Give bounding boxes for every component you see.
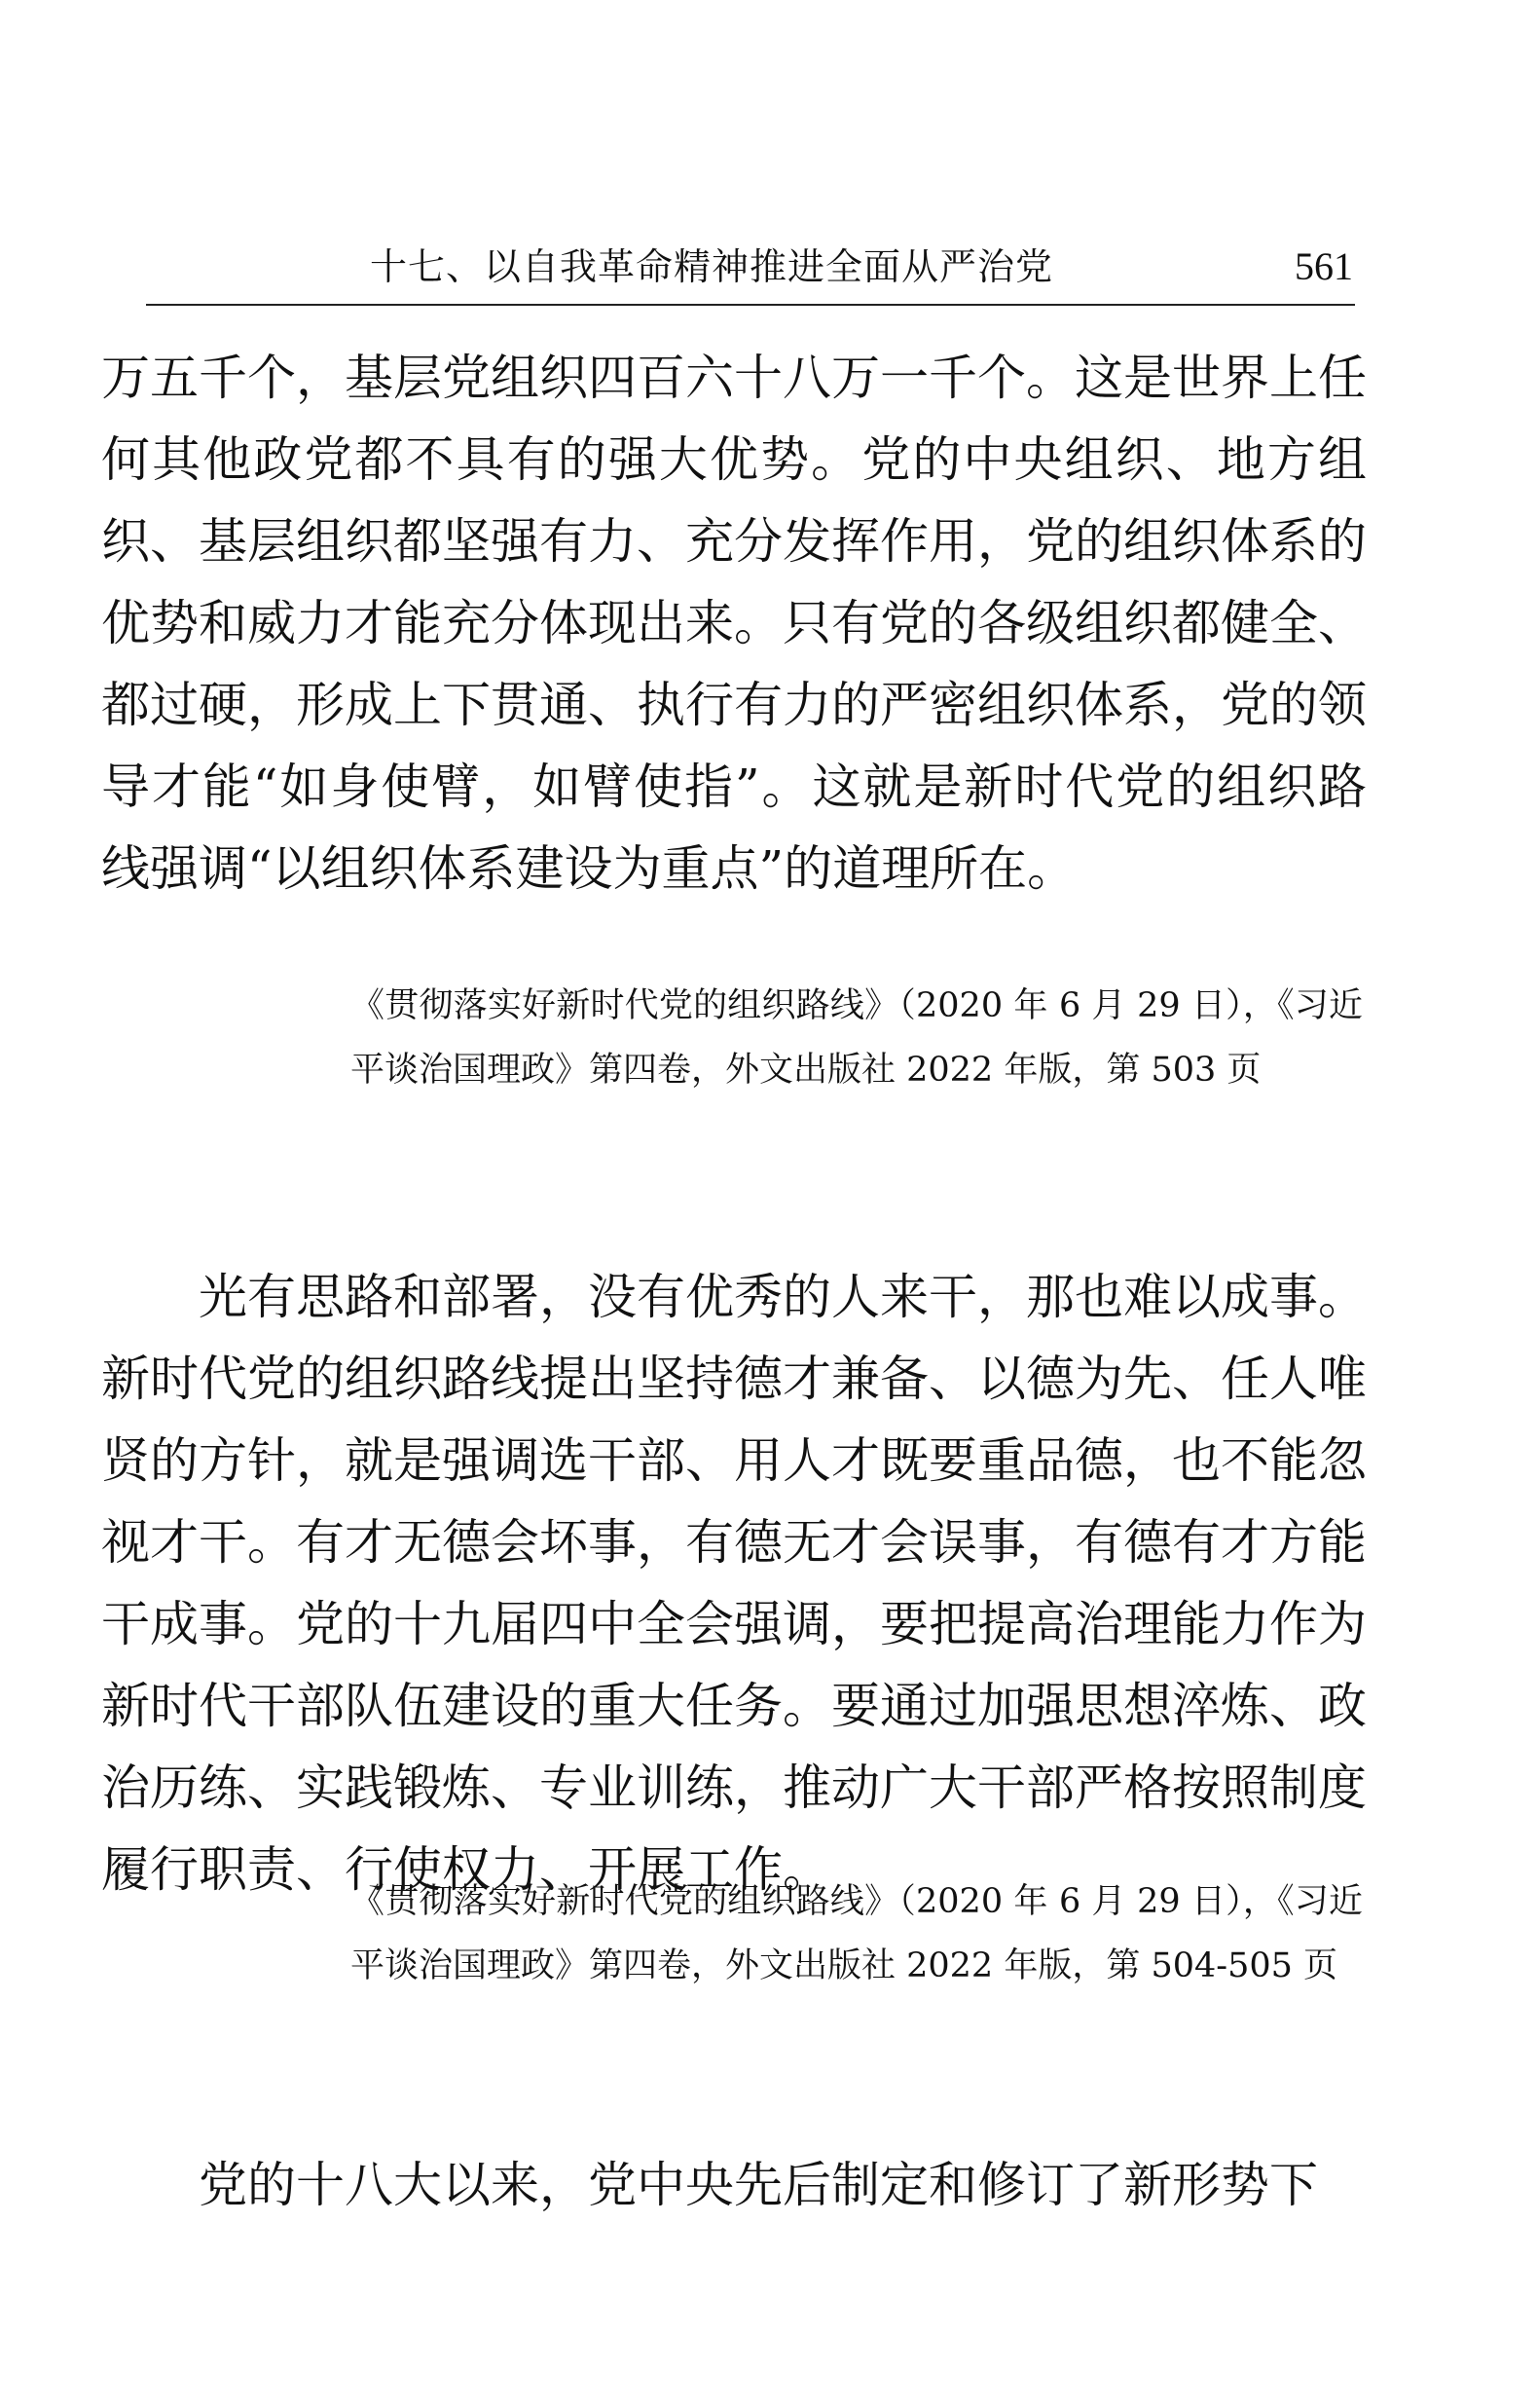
header-divider [146,304,1355,306]
chapter-title: 十七、以自我革命精神推进全面从严治党 [370,245,1054,288]
source-citation: 《贯彻落实好新时代党的组织路线》（2020 年 6 月 29 日），《习近平谈治国理政》第四卷，外文出版社 2022 年版，第 503 页 [350,986,1363,1090]
body-paragraph: 光有思路和部署，没有优秀的人来干，那也难以成事。新时代党的组织路线提出坚持德才兼备、以德为先、任人唯贤的方针，就是强调选干部、用人才既要重品德，也不能忽视才干。有才无德会坏事，有德无才会误事，有德有才方能干成事。党的十九届四中全会强调，要把提高治理能力作为新时代干部队伍建设的重大任务。要通过加强思想淬炼、政治历练、实践锻炼、专业训练，推动广大干部严格按照制度履行职责、行使权力、开展工作。 [101,1269,1367,1898]
body-paragraph: 党的十八大以来，党中央先后制定和修订了新形势下 [199,2157,1318,2213]
body-paragraph: 万五千个，基层党组织四百六十八万一千个。这是世界上任何其他政党都不具有的强大优势。党的中央组织、地方组织、基层组织都坚强有力、充分发挥作用，党的组织体系的优势和威力才能充分体现出来。只有党的各级组织都健全、都过硬，形成上下贯通、执行有力的严密组织体系，党的领导才能“如身使臂，如臂使指”。这就是新时代党的组织路线强调“以组织体系建设为重点”的道理所在。 [101,350,1367,897]
source-citation: 《贯彻落实好新时代党的组织路线》（2020 年 6 月 29 日），《习近平谈治国理政》第四卷，外文出版社 2022 年版，第 504-505 页 [350,1882,1363,1985]
running-header [146,232,1353,302]
page-number: 561 [1295,244,1353,288]
